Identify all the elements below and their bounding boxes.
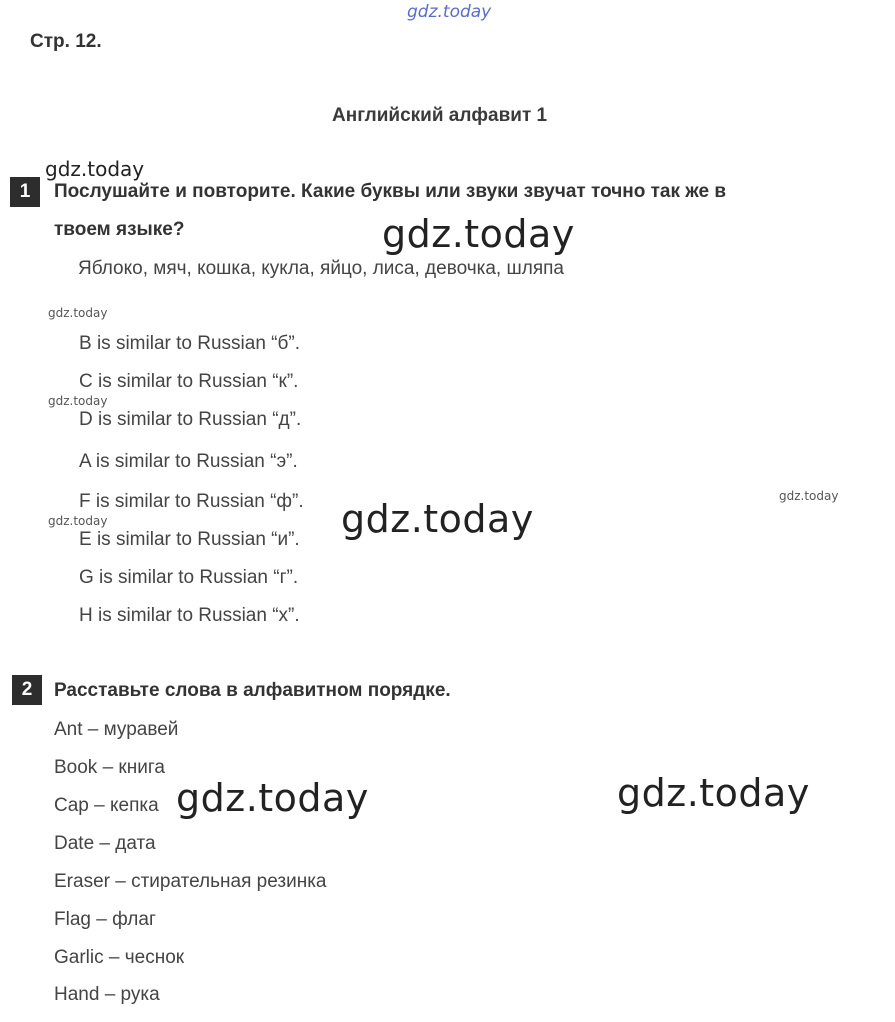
section-title: Английский алфавит 1 [332, 105, 548, 126]
task-1-badge: 1 [10, 177, 40, 207]
task-1-answer: F is similar to Russian “ф”. [79, 491, 304, 512]
task-1-answer: H is similar to Russian “х”. [79, 605, 300, 626]
task-2-badge: 2 [12, 675, 42, 705]
task-1-instruction-line1: Послушайте и повторите. Какие буквы или звуки звучат точно так же в [54, 181, 727, 202]
watermark-large-3: gdz.today [176, 776, 369, 820]
task-2-instruction: Расставьте слова в алфавитном порядке. [54, 680, 451, 701]
task-2-answer: Ant – муравей [54, 719, 179, 740]
task-1-answer: C is similar to Russian “к”. [79, 371, 299, 392]
task-1-words: Яблоко, мяч, кошка, кукла, яйцо, лиса, девочка, шляпа [78, 258, 564, 279]
task-1-answer: A is similar to Russian “э”. [79, 451, 298, 472]
watermark-large-2: gdz.today [341, 497, 534, 541]
watermark-small-2: gdz.today [48, 394, 108, 408]
task-2-answer: Date – дата [54, 833, 156, 854]
watermark-large-1: gdz.today [382, 212, 575, 256]
task-1-answer: D is similar to Russian “д”. [79, 409, 302, 430]
task-1-answer: G is similar to Russian “г”. [79, 567, 299, 588]
task-2-answer: Hand – рука [54, 984, 160, 1005]
watermark-small-right: gdz.today [779, 489, 839, 503]
watermark-small-3: gdz.today [48, 514, 108, 528]
task-2-answer: Flag – флаг [54, 909, 156, 930]
task-2-answer: Eraser – стирательная резинка [54, 871, 327, 892]
page-number: Стр. 12. [30, 31, 102, 52]
task-2-answer: Garlic – чеснок [54, 947, 185, 968]
watermark-large-4: gdz.today [617, 771, 810, 815]
task-1-instruction-line2: твоем языке? [54, 219, 185, 240]
watermark-task1: gdz.today [45, 157, 145, 181]
task-2-answer: Cap – кепка [54, 795, 159, 816]
task-2-answer: Book – книга [54, 757, 165, 778]
task-1-answer: E is similar to Russian “и”. [79, 529, 300, 550]
task-1-answer: B is similar to Russian “б”. [79, 333, 300, 354]
watermark-top: gdz.today [407, 2, 492, 22]
watermark-small-1: gdz.today [48, 306, 108, 320]
